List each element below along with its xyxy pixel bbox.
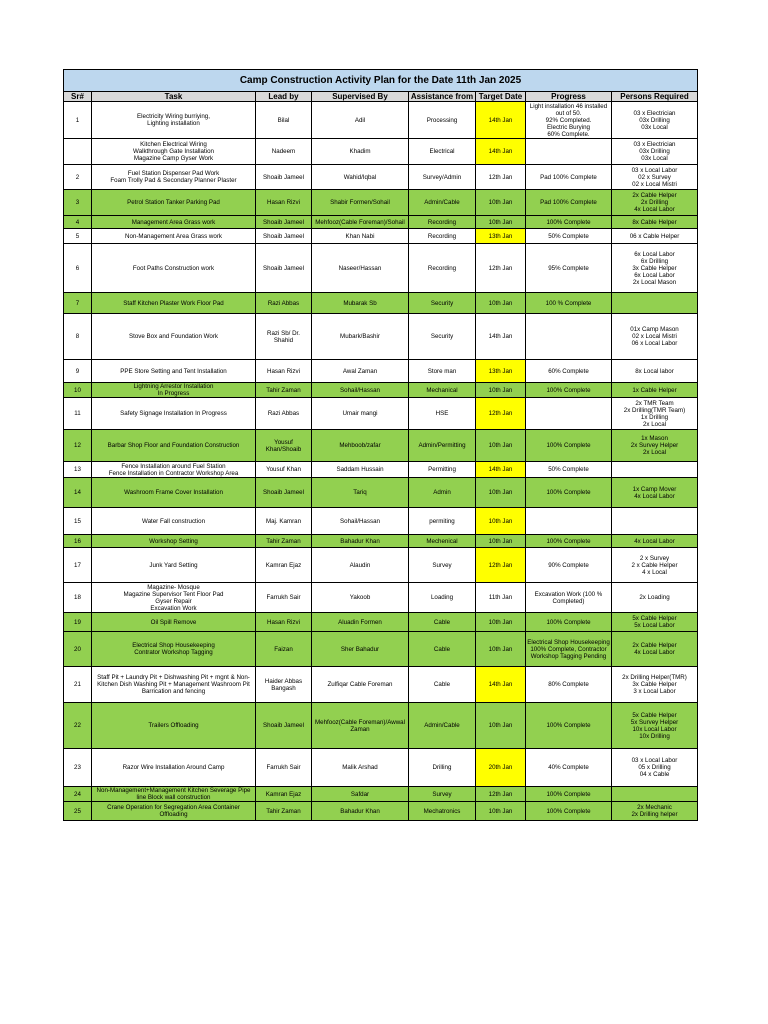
cell-progress: [526, 398, 612, 430]
cell-task: Trailers Offloading: [92, 703, 256, 749]
cell-date: 20th Jan: [476, 749, 526, 787]
cell-date: 14th Jan: [476, 462, 526, 478]
cell-sr: 7: [64, 293, 92, 314]
cell-assist: Admin/Cable: [409, 190, 476, 216]
cell-persons: 03 x Electrician 03x Drilling 03x Local: [612, 139, 698, 165]
cell-lead: Razi Abbas: [256, 398, 312, 430]
header-persons-required: Persons Required: [612, 92, 698, 102]
cell-sup: Shabir Formen/Sohail: [312, 190, 409, 216]
cell-assist: Store man: [409, 360, 476, 383]
cell-sr: 18: [64, 583, 92, 613]
cell-assist: Recording: [409, 229, 476, 244]
cell-sup: Saddam Hussain: [312, 462, 409, 478]
cell-assist: Survey: [409, 787, 476, 802]
cell-sr: 21: [64, 667, 92, 703]
cell-sup: Zulfiqar Cable Foreman: [312, 667, 409, 703]
table-row: [64, 383, 698, 398]
cell-task: Stove Box and Foundation Work: [92, 314, 256, 360]
cell-progress: Light installation 46 installed out of 50. 92% Completed. Electric Burying 60% Complete.: [526, 102, 612, 139]
cell-progress: 50% Complete: [526, 462, 612, 478]
cell-sr: 9: [64, 360, 92, 383]
cell-progress: 100% Complete: [526, 383, 612, 398]
cell-persons: 5x Cable Helper 5x Local Labor: [612, 613, 698, 632]
cell-persons: [612, 508, 698, 535]
cell-sr: 11: [64, 398, 92, 430]
cell-task: Safety Signage Installation In Progress: [92, 398, 256, 430]
cell-sup: Mubark/Bashir: [312, 314, 409, 360]
cell-sr: 14: [64, 478, 92, 508]
header-task: Task: [92, 92, 256, 102]
cell-assist: Security: [409, 293, 476, 314]
header-lead-by: Lead by: [256, 92, 312, 102]
cell-persons: 8x Local labor: [612, 360, 698, 383]
cell-lead: Shoaib Jameel: [256, 165, 312, 190]
cell-task: Lightning Arrestor Installation In Progress: [92, 383, 256, 398]
cell-date: 10th Jan: [476, 703, 526, 749]
cell-persons: 2x Mechanic 2x Drilling helper: [612, 802, 698, 821]
cell-sup: Aluadin Formen: [312, 613, 409, 632]
cell-persons: 03 x Local Labor 02 x Survey 02 x Local Mistri: [612, 165, 698, 190]
cell-sr: 25: [64, 802, 92, 821]
cell-assist: Admin: [409, 478, 476, 508]
table-row: [64, 535, 698, 548]
cell-persons: 03 x Electrician 03x Drilling 03x Local: [612, 102, 698, 139]
cell-persons: 03 x Local Labor 05 x Drilling 04 x Cable: [612, 749, 698, 787]
cell-lead: Hasan Rizvi: [256, 613, 312, 632]
cell-lead: Shoaib Jameel: [256, 216, 312, 229]
cell-assist: Permitting: [409, 462, 476, 478]
cell-sr: 23: [64, 749, 92, 787]
header-assistance-from: Assistance from: [409, 92, 476, 102]
title-row: [64, 70, 698, 92]
table-row: [64, 462, 698, 478]
cell-sr: 6: [64, 244, 92, 293]
cell-sup: Mubarak Sb: [312, 293, 409, 314]
table-row: [64, 703, 698, 749]
cell-assist: Recording: [409, 216, 476, 229]
cell-assist: Drilling: [409, 749, 476, 787]
cell-progress: Pad 100% Complete: [526, 165, 612, 190]
cell-persons: 2 x Survey 2 x Cable Helper 4 x Local: [612, 548, 698, 583]
cell-assist: Security: [409, 314, 476, 360]
table-row: [64, 508, 698, 535]
cell-lead: Shoaib Jameel: [256, 478, 312, 508]
cell-lead: Razi Abbas: [256, 293, 312, 314]
header-row: [64, 92, 698, 102]
cell-lead: Tahir Zaman: [256, 383, 312, 398]
cell-task: Staff Kitchen Plaster Work Floor Pad: [92, 293, 256, 314]
cell-progress: [526, 139, 612, 165]
cell-lead: Faizan: [256, 632, 312, 667]
cell-date: 12th Jan: [476, 548, 526, 583]
cell-lead: Shoaib Jameel: [256, 703, 312, 749]
cell-sr: 8: [64, 314, 92, 360]
cell-progress: 50% Complete: [526, 229, 612, 244]
cell-persons: 4x Local Labor: [612, 535, 698, 548]
cell-sup: Wahid/Iqbal: [312, 165, 409, 190]
cell-sup: Adil: [312, 102, 409, 139]
cell-task: Foot Paths Construction work: [92, 244, 256, 293]
cell-sup: Mehfooz(Cable Foreman)/Sohail: [312, 216, 409, 229]
cell-sr: 1: [64, 102, 92, 139]
cell-persons: 2x TMR Team 2x Drilling(TMR Team) 1x Drilling 2x Local: [612, 398, 698, 430]
cell-task: Water Fall construction: [92, 508, 256, 535]
cell-persons: 1x Cable Helper: [612, 383, 698, 398]
cell-sup: Mehboob/zafar: [312, 430, 409, 462]
cell-progress: 40% Complete: [526, 749, 612, 787]
cell-sr: 17: [64, 548, 92, 583]
cell-progress: 100% Complete: [526, 478, 612, 508]
cell-assist: HSE: [409, 398, 476, 430]
cell-task: Oil Spill Remove: [92, 613, 256, 632]
cell-persons: 1x Camp Mover 4x Local Labor: [612, 478, 698, 508]
cell-date: 14th Jan: [476, 102, 526, 139]
cell-progress: [526, 314, 612, 360]
table-row: [64, 430, 698, 462]
table-row: [64, 293, 698, 314]
cell-lead: Hasan Rizvi: [256, 190, 312, 216]
cell-progress: 95% Complete: [526, 244, 612, 293]
cell-sup: Khan Nabi: [312, 229, 409, 244]
table-row: [64, 314, 698, 360]
cell-progress: 100% Complete: [526, 216, 612, 229]
cell-date: 10th Jan: [476, 293, 526, 314]
cell-task: Fence Installation around Fuel Station Fence Installation in Contractor Workshop Area: [92, 462, 256, 478]
cell-lead: Bilal: [256, 102, 312, 139]
cell-lead: Nadeem: [256, 139, 312, 165]
cell-assist: Survey/Admin: [409, 165, 476, 190]
cell-date: 14th Jan: [476, 314, 526, 360]
cell-sup: Yakoob: [312, 583, 409, 613]
cell-date: 10th Jan: [476, 508, 526, 535]
cell-lead: Farrukh Sair: [256, 583, 312, 613]
cell-persons: [612, 787, 698, 802]
cell-date: 10th Jan: [476, 383, 526, 398]
table-row: [64, 165, 698, 190]
cell-date: 14th Jan: [476, 139, 526, 165]
cell-date: 10th Jan: [476, 478, 526, 508]
cell-progress: Pad 100% Complete: [526, 190, 612, 216]
cell-persons: 5x Cable Helper 5x Survey Helper 10x Local Labor 10x Drilling: [612, 703, 698, 749]
cell-date: 13th Jan: [476, 229, 526, 244]
cell-task: Electrical Shop Housekeeping Contrator Workshop Tagging: [92, 632, 256, 667]
cell-sr: 10: [64, 383, 92, 398]
cell-persons: 8x Cable Helper: [612, 216, 698, 229]
cell-sr: [64, 139, 92, 165]
cell-sr: 24: [64, 787, 92, 802]
cell-sr: 13: [64, 462, 92, 478]
cell-assist: Admin/Cable: [409, 703, 476, 749]
table-row: [64, 583, 698, 613]
cell-persons: 6x Local Labor 6x Drilling 3x Cable Helper 6x Local Labor 2x Local Mason: [612, 244, 698, 293]
cell-sr: 19: [64, 613, 92, 632]
cell-sr: 4: [64, 216, 92, 229]
cell-progress: [526, 508, 612, 535]
cell-assist: Cable: [409, 613, 476, 632]
cell-lead: Tahir Zaman: [256, 802, 312, 821]
cell-date: 12th Jan: [476, 398, 526, 430]
cell-sr: 2: [64, 165, 92, 190]
cell-persons: 06 x Cable Helper: [612, 229, 698, 244]
table-row: [64, 667, 698, 703]
cell-lead: Yousuf Khan/Shoaib: [256, 430, 312, 462]
cell-sr: 12: [64, 430, 92, 462]
cell-persons: 2x Cable Helper 4x Local Labor: [612, 632, 698, 667]
cell-persons: [612, 293, 698, 314]
cell-sup: Malik Arshad: [312, 749, 409, 787]
header-progress: Progress: [526, 92, 612, 102]
table-row: [64, 229, 698, 244]
cell-lead: Kamran Ejaz: [256, 548, 312, 583]
cell-sup: Khadim: [312, 139, 409, 165]
cell-date: 10th Jan: [476, 632, 526, 667]
cell-lead: Shoaib Jameel: [256, 244, 312, 293]
cell-assist: Mechatronics: [409, 802, 476, 821]
cell-sr: 3: [64, 190, 92, 216]
cell-assist: Electrical: [409, 139, 476, 165]
cell-date: 14th Jan: [476, 667, 526, 703]
cell-date: 10th Jan: [476, 430, 526, 462]
cell-sup: Tariq: [312, 478, 409, 508]
cell-lead: Farrukh Sair: [256, 749, 312, 787]
cell-sup: Alaudin: [312, 548, 409, 583]
cell-persons: 2x Cable Helper 2x Drilling 4x Local Labor: [612, 190, 698, 216]
cell-assist: Cable: [409, 667, 476, 703]
cell-date: 10th Jan: [476, 190, 526, 216]
cell-persons: 1x Mason 2x Survey Helper 2x Local: [612, 430, 698, 462]
cell-task: Management Area Grass work: [92, 216, 256, 229]
cell-sup: Sher Bahadur: [312, 632, 409, 667]
cell-assist: Survey: [409, 548, 476, 583]
table-row: [64, 244, 698, 293]
cell-lead: Haider Abbas Bangash: [256, 667, 312, 703]
cell-assist: Processing: [409, 102, 476, 139]
cell-sup: Sohail/Hassan: [312, 383, 409, 398]
cell-assist: Loading: [409, 583, 476, 613]
cell-progress: 100% Complete: [526, 802, 612, 821]
header-sr: Sr#: [64, 92, 92, 102]
table-row: [64, 613, 698, 632]
cell-task: Washroom Frame Cover Installation: [92, 478, 256, 508]
cell-assist: Recording: [409, 244, 476, 293]
cell-progress: 100% Complete: [526, 430, 612, 462]
cell-date: 11th Jan: [476, 583, 526, 613]
cell-date: 10th Jan: [476, 535, 526, 548]
cell-task: Non-Management Area Grass work: [92, 229, 256, 244]
cell-assist: Admin/Permitting: [409, 430, 476, 462]
cell-assist: Mechenical: [409, 535, 476, 548]
header-supervised-by: Supervised By: [312, 92, 409, 102]
table-row: [64, 632, 698, 667]
cell-task: Workshop Setting: [92, 535, 256, 548]
cell-lead: Hasan Rizvi: [256, 360, 312, 383]
cell-progress: 80% Complete: [526, 667, 612, 703]
table-row: [64, 478, 698, 508]
table-row: [64, 216, 698, 229]
table-row: [64, 360, 698, 383]
cell-lead: Maj. Kamran: [256, 508, 312, 535]
cell-task: Barbar Shop Floor and Foundation Construction: [92, 430, 256, 462]
cell-progress: Excavation Work (100 % Completed): [526, 583, 612, 613]
table-row: [64, 139, 698, 165]
cell-date: 10th Jan: [476, 613, 526, 632]
table-row: [64, 102, 698, 139]
cell-date: 12th Jan: [476, 165, 526, 190]
cell-persons: [612, 462, 698, 478]
cell-progress: 100 % Complete: [526, 293, 612, 314]
cell-sup: Awal Zaman: [312, 360, 409, 383]
cell-task: Petrol Station Tanker Parking Pad: [92, 190, 256, 216]
cell-sup: Sohail/Hassan: [312, 508, 409, 535]
cell-sup: Naseer/Hassan: [312, 244, 409, 293]
cell-task: Razor Wire Installation Around Camp: [92, 749, 256, 787]
cell-task: Staff Pit + Laundry Pit + Dishwashing Pit + mgnt & Non-Kitchen Dish Washing Pit + Management Washroom Pit Barrication and fencing: [92, 667, 256, 703]
cell-assist: permiting: [409, 508, 476, 535]
table-row: [64, 749, 698, 787]
cell-task: Kitchen Electrical Wiring Walkthrough Gate Installation Magazine Camp Gyser Work: [92, 139, 256, 165]
cell-task: Junk Yard Setting: [92, 548, 256, 583]
cell-assist: Cable: [409, 632, 476, 667]
cell-progress: 100% Complete: [526, 787, 612, 802]
sheet-title: Camp Construction Activity Plan for the Date 11th Jan 2025: [64, 70, 698, 92]
cell-task: Non-Management+Management Kitchen Severage Pipe line Block wall construction: [92, 787, 256, 802]
table-row: [64, 398, 698, 430]
cell-lead: Kamran Ejaz: [256, 787, 312, 802]
cell-sup: Mehfooz(Cable Foreman)/Awwal Zaman: [312, 703, 409, 749]
cell-sup: Bahadur Khan: [312, 802, 409, 821]
table-row: [64, 548, 698, 583]
cell-sr: 20: [64, 632, 92, 667]
cell-progress: 100% Complete: [526, 613, 612, 632]
cell-date: 12th Jan: [476, 787, 526, 802]
cell-sr: 15: [64, 508, 92, 535]
cell-date: 13th Jan: [476, 360, 526, 383]
cell-progress: 90% Complete: [526, 548, 612, 583]
table-row: [64, 787, 698, 802]
cell-task: Fuel Station Dispenser Pad Work Foam Trolly Pad & Secondary Planner Plaster: [92, 165, 256, 190]
activity-plan-table: [63, 69, 698, 821]
cell-persons: 2x Loading: [612, 583, 698, 613]
cell-task: PPE Store Setting and Tent Installation: [92, 360, 256, 383]
cell-sr: 5: [64, 229, 92, 244]
cell-progress: 100% Complete: [526, 535, 612, 548]
cell-progress: 60% Complete: [526, 360, 612, 383]
cell-sup: Safdar: [312, 787, 409, 802]
cell-sr: 22: [64, 703, 92, 749]
cell-sr: 16: [64, 535, 92, 548]
cell-task: Crane Operation for Segregation Area Container Offloading: [92, 802, 256, 821]
cell-lead: Yousuf Khan: [256, 462, 312, 478]
cell-assist: Mechanical: [409, 383, 476, 398]
cell-persons: 01x Camp Mason 02 x Local Mistri 06 x Local Labor: [612, 314, 698, 360]
cell-progress: Electrical Shop Housekeeping 100% Complete, Contractor Workshop Tagging Pending: [526, 632, 612, 667]
cell-lead: Tahir Zaman: [256, 535, 312, 548]
cell-task: Electricity Wiring burriying, Lighting installation: [92, 102, 256, 139]
cell-progress: 100% Complete: [526, 703, 612, 749]
cell-task: Magazine- Mosque Magazine Supervisor Tent Floor Pad Gyser Repair Excavation Work: [92, 583, 256, 613]
cell-lead: Shoaib Jameel: [256, 229, 312, 244]
table-row: [64, 802, 698, 821]
cell-date: 10th Jan: [476, 216, 526, 229]
cell-persons: 2x Drilling Helper(TMR) 3x Cable Helper 3 x Local Labor: [612, 667, 698, 703]
cell-date: 12th Jan: [476, 244, 526, 293]
header-target-date: Target Date: [476, 92, 526, 102]
cell-date: 10th Jan: [476, 802, 526, 821]
cell-sup: Bahadur Khan: [312, 535, 409, 548]
cell-sup: Umair mangi: [312, 398, 409, 430]
table-row: [64, 190, 698, 216]
cell-lead: Razi Sb/ Dr. Shahid: [256, 314, 312, 360]
